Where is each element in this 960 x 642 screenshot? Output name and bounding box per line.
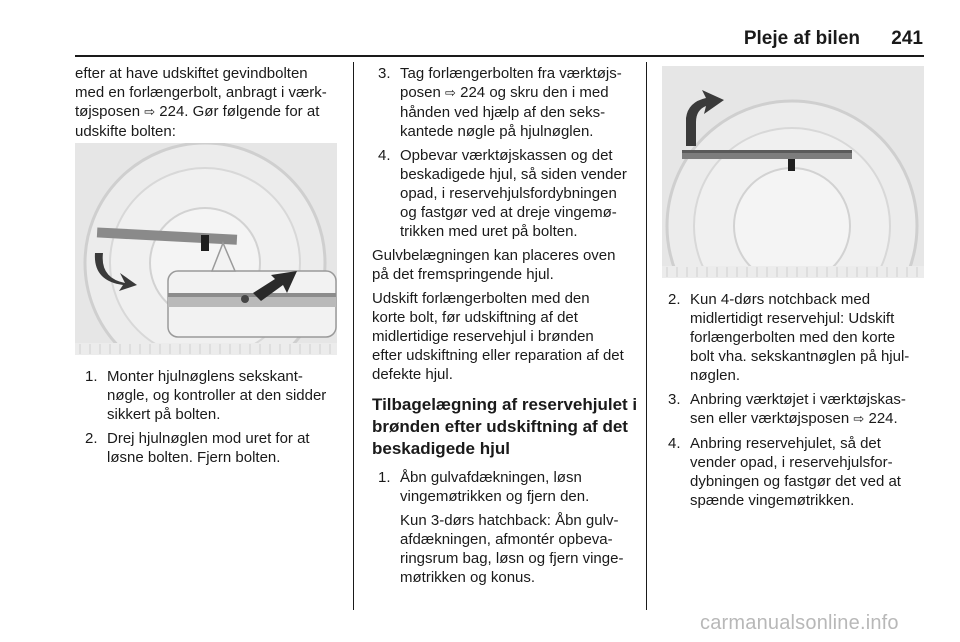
- list-number: 2.: [85, 430, 98, 447]
- list-number: 3.: [668, 391, 681, 408]
- right-steps: [668, 290, 926, 515]
- column-divider-left: [353, 62, 354, 610]
- section-heading: Tilbagelægning af reservehjulet i brønden efter udskiftning af det beskadigede hjul: [372, 395, 638, 458]
- list-item: [378, 146, 638, 241]
- list-number: 2.: [668, 291, 681, 308]
- list-number: 3.: [378, 65, 391, 82]
- page-number: 241: [891, 28, 923, 49]
- list-sub-paragraph: Kun 3-dørs hatchback: Åbn gulv- afdækningen, afmontér opbeva- ringsrum bag, løsn og fjern vinge- møtrikken og konus.: [400, 512, 624, 586]
- list-item: [85, 367, 340, 424]
- page-ref-arrow-icon: ⇨: [445, 86, 456, 101]
- left-steps: [85, 367, 340, 472]
- list-item: [85, 429, 340, 467]
- list-text: Tag forlængerbolten fra værktøjs- posen ⇨ 224 og skru den i med hånden ved hjælp af den seks- kantede nøgle på hjulnøglen.: [400, 65, 622, 140]
- list-item: [668, 434, 926, 510]
- left-column: [75, 64, 340, 141]
- page-ref-arrow-icon: ⇨: [853, 412, 865, 427]
- intro-line: efter at have udskiftet gevindbolten: [75, 65, 308, 82]
- column-divider-right: [646, 62, 647, 610]
- list-text: Kun 4-dørs notchback med midlertidigt reservehjul: Udskift forlængerbolten med den korte bolt vha. sekskantnøglen på hjul- nøglen.: [690, 291, 910, 384]
- list-item: [668, 390, 926, 429]
- list-text: Anbring reservehjulet, så det vender opad, i reservehjulsfor- dybningen og fastgør det ved at spænde vingemøtrikken.: [690, 435, 901, 509]
- list-item: [378, 64, 638, 141]
- intro-paragraph: [75, 64, 340, 141]
- header-rule: [75, 55, 924, 57]
- intro-line: tøjsposen ⇨ 224. Gør følgende for at: [75, 103, 320, 120]
- intro-line: udskifte bolten:: [75, 123, 176, 140]
- intro-line: med en forlængerbolt, anbragt i værk-: [75, 84, 327, 101]
- list-text: Opbevar værktøjskassen og det beskadigede hjul, så siden vender opad, i reservehjulsfordybningen og fastgør ved at dreje vingemø- trikken med uret på bolten.: [400, 147, 627, 240]
- list-number: 1.: [85, 368, 98, 385]
- list-item: [378, 468, 638, 587]
- paragraph: Gulvbelægningen kan placeres oven på det fremspringende hjul.: [372, 247, 616, 283]
- illustration-spare-wheel: [662, 66, 924, 278]
- list-number: 4.: [378, 147, 391, 164]
- list-number: 1.: [378, 469, 391, 486]
- page-ref-arrow-icon: ⇨: [144, 105, 156, 120]
- list-number: 4.: [668, 435, 681, 452]
- paragraph: Udskift forlængerbolten med den korte bolt, før udskiftning af det midlertidige reservehjul i brønden efter udskiftning eller reparation af det defekte hjul.: [372, 290, 624, 383]
- list-text: Drej hjulnøglen mod uret for at løsne bolten. Fjern bolten.: [107, 430, 310, 466]
- list-item: [668, 290, 926, 385]
- list-text: Anbring værktøjet i værktøjskas- sen eller værktøjsposen ⇨ 224.: [690, 391, 906, 427]
- watermark: carmanualsonline.info: [700, 612, 899, 634]
- page-header-title: Pleje af bilen: [743, 28, 860, 49]
- list-text: Åbn gulvafdækningen, løsn vingemøtrikken og fjern den. Kun 3-dørs hatchback: Åbn gulv- afdækningen, afmontér opbeva- ringsrum bag, løsn og fjern vinge- møtrikken og konus.: [400, 468, 638, 587]
- list-text: Monter hjulnøglens sekskant- nøgle, og kontroller at den sidder sikkert på bolten.: [107, 368, 327, 423]
- illustration-wheel-bolt: [75, 143, 337, 355]
- middle-column: [372, 64, 638, 592]
